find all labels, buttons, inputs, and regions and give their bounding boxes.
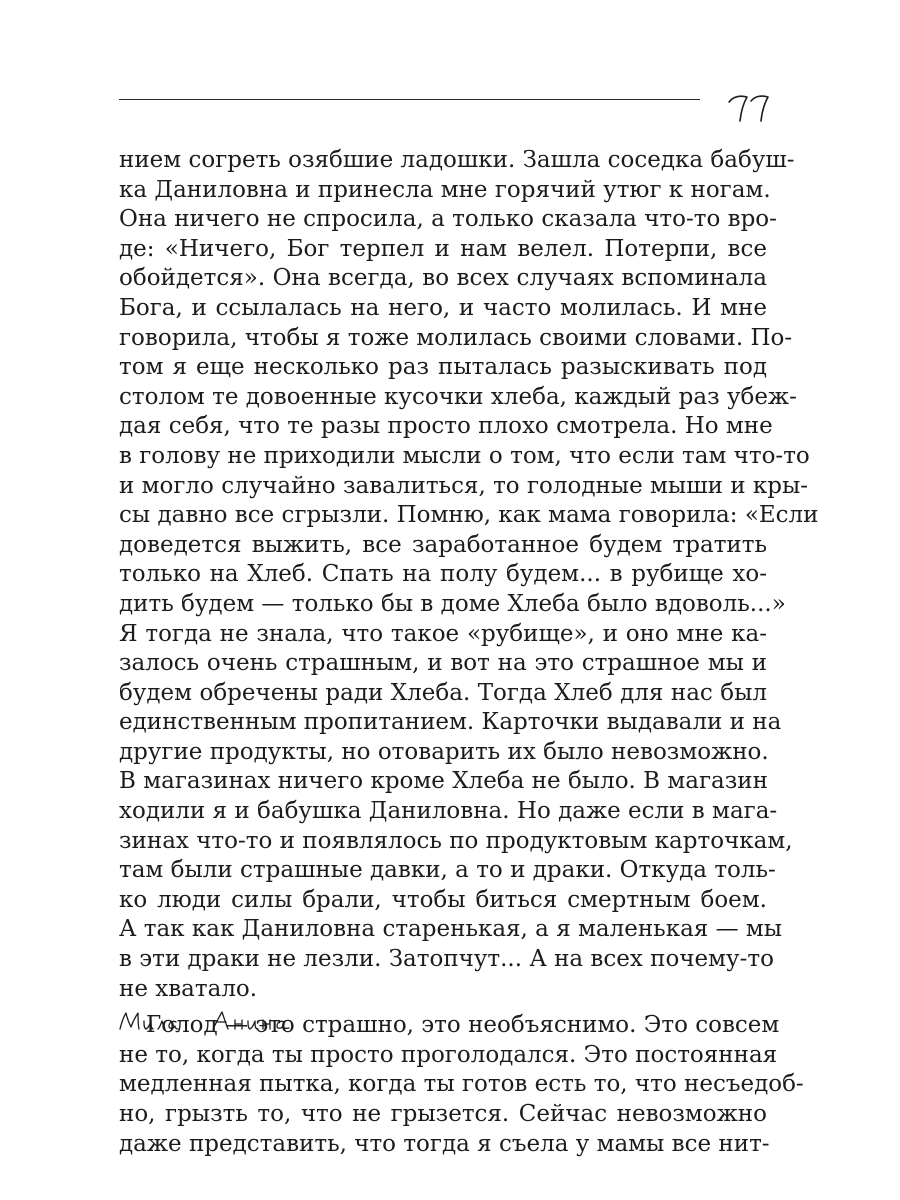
text-line: там были страшные давки, а то и драки. Откуда толь- xyxy=(119,857,776,884)
text-line: столом те довоенные кусочки хлеба, каждый раз убеж- xyxy=(119,383,797,410)
text-line: в эти драки не лезли. Затопчут... А на всех почему-то xyxy=(119,946,774,973)
text-line: медленная пытка, когда ты готов есть то, что несъедоб- xyxy=(119,1071,804,1098)
text-line: дить будем — только бы в доме Хлеба было вдоволь...» xyxy=(119,590,786,617)
text-line: и могло случайно завалиться, то голодные мыши и кры- xyxy=(119,472,809,499)
page-number-handwritten xyxy=(722,82,782,126)
text-line: ко люди силы брали, чтобы биться смертным боем. xyxy=(119,886,767,913)
text-line: но, грызть то, что не грызется. Сейчас невозможно xyxy=(119,1101,767,1127)
text-line: ходили я и бабушка Даниловна. Но даже если в мага- xyxy=(119,798,778,825)
text-line: дая себя, что те разы просто плохо смотрела. Но мне xyxy=(119,413,773,440)
text-line: только на Хлеб. Спать на полу будем... в рубище хо- xyxy=(119,561,767,588)
text-line: единственным пропитанием. Карточки выдавали и на xyxy=(119,709,782,736)
text-line: том я еще несколько раз пыталась разыскивать под xyxy=(119,354,767,381)
text-line: В магазинах ничего кроме Хлеба не было. В магазин xyxy=(119,768,768,795)
text-line: Бога, и ссылалась на него, и часто молилась. И мне xyxy=(119,294,767,321)
text-line: доведется выжить, все заработанное будем тратить xyxy=(119,531,767,558)
text-line: не хватало. xyxy=(119,975,258,1002)
text-line: в голову не приходили мысли о том, что если там что-то xyxy=(119,442,810,469)
text-line: ка Даниловна и принесла мне горячий утюг к ногам. xyxy=(119,176,771,203)
text-line: залось очень страшным, и вот на это страшное мы и xyxy=(119,650,767,677)
header-rule xyxy=(119,99,700,100)
text-line: сы давно все сгрызли. Помню, как мама говорила: «Если xyxy=(119,502,819,529)
text-line: даже представить, что тогда я съела у мамы все нит- xyxy=(119,1130,770,1157)
text-line: Она ничего не спросила, а только сказала что-то вро- xyxy=(119,206,777,233)
text-line: зинах что-то и появлялось по продуктовым карточкам, xyxy=(119,827,793,854)
text-line: Голод — это страшно, это необъяснимо. Это совсем xyxy=(146,1012,780,1039)
text-line: другие продукты, но отоварить их было невозможно. xyxy=(119,738,769,765)
text-line: обойдется». Она всегда, во всех случаях вспоминала xyxy=(119,265,767,292)
text-line: будем обречены ради Хлеба. Тогда Хлеб для нас был xyxy=(119,679,767,706)
text-line: А так как Даниловна старенькая, а я маленькая — мы xyxy=(119,916,783,943)
author-signature xyxy=(117,1007,317,1039)
text-line: не то, когда ты просто проголодался. Это постоянная xyxy=(119,1041,778,1068)
text-line: нием согреть озябшие ладошки. Зашла соседка бабуш- xyxy=(119,147,795,173)
text-line: Я тогда не знала, что такое «рубище», и оно мне ка- xyxy=(119,620,767,647)
text-line: говорила, чтобы я тоже молилась своими словами. По- xyxy=(119,324,793,351)
text-line: де: «Ничего, Бог терпел и нам велел. Потерпи, все xyxy=(119,235,767,262)
